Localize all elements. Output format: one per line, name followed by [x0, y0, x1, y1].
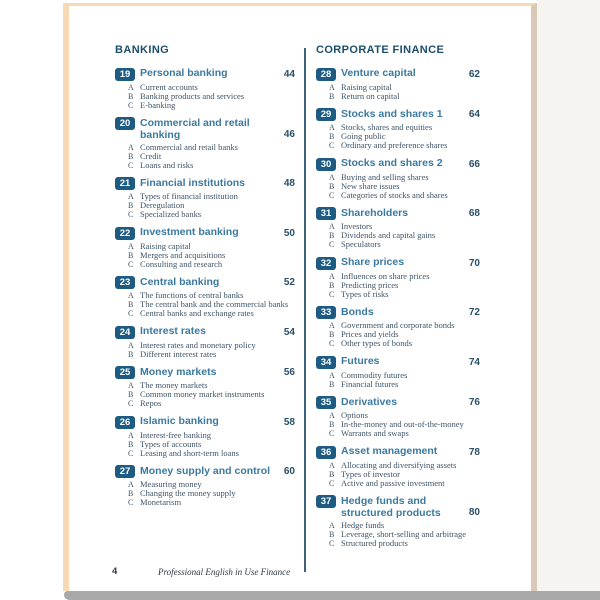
unit-number-badge: 32 — [316, 257, 336, 270]
unit-number-badge: 19 — [115, 68, 135, 81]
unit-subitem — [128, 101, 295, 110]
subitem-text: Other types of bonds — [341, 338, 413, 348]
subitem-letter: B — [128, 439, 134, 449]
toc-unit-head — [115, 67, 295, 81]
subitem-text: Warrants and swaps — [341, 428, 409, 438]
subitem-text: Commodity futures — [341, 369, 408, 380]
column-divider — [304, 48, 306, 572]
subitem-text: Raising capital — [341, 81, 392, 92]
subitem-letter: B — [329, 469, 335, 479]
unit-subitem-list — [115, 192, 295, 219]
subitem-text: Influences on share prices — [341, 270, 430, 281]
corporate-finance-column — [316, 44, 480, 555]
subitem-letter: C — [128, 100, 134, 110]
subitem-letter: A — [329, 460, 335, 470]
unit-number-badge: 22 — [115, 227, 135, 240]
subitem-text: Banking products and services — [140, 90, 245, 101]
toc-unit-head — [316, 495, 480, 519]
unit-subitem-list — [316, 272, 480, 299]
unit-subitem — [128, 210, 295, 219]
unit-subitem-list — [115, 431, 295, 458]
unit-subitem-list — [316, 411, 480, 438]
unit-subitem-list — [316, 83, 480, 101]
section-header: CORPORATE FINANCE — [316, 44, 445, 56]
subitem-letter: B — [329, 330, 335, 339]
subitem-text: Monetarism — [140, 497, 182, 507]
unit-title: Money supply and control — [140, 464, 271, 477]
unit-title: Investment banking — [140, 226, 239, 238]
unit-title: Commercial and retail banking — [140, 116, 250, 141]
subitem-letter: A — [128, 291, 134, 300]
subitem-text: Changing the money supply — [140, 488, 236, 498]
toc-unit — [316, 495, 480, 548]
unit-subitem-list — [115, 242, 295, 269]
unit-title: Asset management — [341, 445, 438, 457]
subitem-text: Leasing and short-term loans — [140, 447, 239, 458]
subitem-letter: A — [329, 370, 335, 380]
subitem-letter: C — [128, 448, 134, 458]
subitem-letter: A — [128, 192, 134, 201]
unit-number-badge: 21 — [115, 177, 135, 190]
section-header: BANKING — [115, 44, 170, 56]
unit-subitem-list — [316, 521, 480, 548]
toc-unit — [316, 355, 480, 389]
unit-subitem — [128, 350, 295, 359]
toc-unit — [316, 108, 480, 151]
unit-page-number: 78 — [468, 446, 480, 458]
toc-unit-head — [115, 325, 295, 339]
subitem-text: Speculators — [341, 239, 381, 249]
toc-unit — [316, 445, 480, 488]
unit-number-badge: 29 — [316, 108, 336, 121]
toc-unit — [115, 177, 295, 220]
subitem-letter: C — [329, 478, 335, 488]
unit-subitem — [329, 191, 480, 200]
subitem-text: Types of investor — [341, 468, 400, 479]
toc-unit — [115, 67, 295, 110]
subitem-letter: C — [128, 399, 134, 408]
subitem-letter: B — [329, 379, 335, 389]
subitem-text: Buying and selling shares — [341, 171, 429, 182]
unit-subitem — [329, 339, 480, 348]
subitem-text: Interest rates and monetary policy — [140, 339, 256, 350]
unit-subitem — [128, 309, 295, 318]
toc-unit-head — [115, 226, 295, 240]
subitem-text: Specialized banks — [140, 209, 202, 219]
toc-unit-head — [115, 117, 295, 141]
unit-number-badge: 25 — [115, 366, 135, 379]
subitem-text: Common money market instruments — [140, 389, 265, 399]
toc-unit-head — [316, 108, 480, 122]
unit-title: Personal banking — [140, 67, 228, 79]
subitem-letter: B — [128, 91, 134, 101]
subitem-text: Types of accounts — [140, 438, 202, 449]
subitem-letter: B — [329, 231, 335, 240]
subitem-letter: C — [128, 309, 134, 318]
banking-column — [115, 44, 295, 514]
unit-number-badge: 34 — [316, 356, 336, 369]
unit-subitem — [329, 240, 480, 249]
subitem-letter: A — [329, 222, 335, 231]
toc-unit — [115, 117, 295, 170]
unit-subitem — [128, 399, 295, 408]
subitem-text: Options — [341, 410, 368, 420]
unit-page-number: 62 — [468, 68, 480, 80]
unit-subitem — [329, 429, 480, 438]
toc-unit-head — [316, 396, 480, 410]
unit-page-number: 58 — [283, 416, 295, 428]
subitem-text: Repos — [140, 398, 162, 408]
subitem-text: Return on capital — [341, 90, 400, 101]
toc-unit-head — [316, 67, 480, 81]
subitem-letter: C — [329, 141, 335, 150]
unit-page-number: 74 — [468, 356, 480, 368]
book-title: Professional English in Use Finance — [158, 566, 291, 577]
subitem-letter: A — [128, 82, 134, 92]
subitem-letter: C — [329, 429, 335, 438]
toc-unit-head — [316, 355, 480, 369]
unit-title: Interest rates — [140, 325, 206, 337]
subitem-letter: C — [329, 538, 335, 548]
toc-unit-head — [316, 157, 480, 171]
unit-subitem — [329, 290, 480, 299]
subitem-letter: A — [128, 340, 134, 350]
unit-page-number: 44 — [283, 68, 295, 80]
subitem-text: Allocating and diversifying assets — [341, 459, 457, 470]
subitem-letter: B — [329, 420, 335, 429]
unit-subitem-list — [115, 381, 295, 408]
toc-unit — [115, 366, 295, 409]
toc-unit — [115, 325, 295, 359]
subitem-letter: B — [128, 390, 134, 399]
toc-unit-head — [115, 177, 295, 191]
subitem-text: Prices and yields — [341, 329, 399, 339]
subitem-letter: A — [329, 82, 335, 92]
subitem-text: Current accounts — [140, 81, 198, 92]
subitem-letter: B — [329, 280, 335, 290]
unit-subitem-list — [115, 480, 295, 507]
subitem-text: The functions of central banks — [140, 290, 244, 300]
subitem-letter: A — [329, 321, 335, 330]
subitem-text: Raising capital — [140, 240, 191, 251]
unit-number-badge: 24 — [115, 326, 135, 339]
toc-unit-head — [316, 445, 480, 459]
toc-unit — [115, 276, 295, 319]
subitem-text: Measuring money — [140, 479, 202, 489]
toc-unit-head — [115, 415, 295, 429]
subitem-text: Predicting prices — [341, 279, 399, 290]
toc-unit — [115, 465, 295, 508]
subitem-letter: B — [329, 132, 335, 141]
subitem-letter: A — [329, 271, 335, 281]
unit-number-badge: 27 — [115, 465, 135, 478]
toc-unit — [115, 226, 295, 269]
unit-title: Money markets — [140, 365, 217, 378]
subitem-text: Commercial and retail banks — [140, 141, 238, 152]
unit-page-number: 52 — [283, 277, 295, 288]
subitem-letter: C — [329, 190, 335, 200]
unit-number-badge: 20 — [115, 117, 135, 130]
toc-unit-head — [316, 306, 480, 320]
toc-unit — [316, 306, 480, 349]
toc-unit — [316, 157, 480, 200]
unit-title: Central banking — [140, 275, 220, 288]
unit-number-badge: 23 — [115, 276, 135, 289]
subitem-text: Going public — [341, 131, 386, 141]
unit-number-badge: 33 — [316, 306, 336, 319]
subitem-letter: B — [128, 201, 134, 210]
subitem-text: Consulting and research — [140, 258, 223, 269]
subitem-letter: A — [329, 520, 335, 530]
unit-title: Hedge funds and structured products — [341, 494, 441, 519]
unit-subitem — [128, 260, 295, 269]
subitem-letter: B — [128, 349, 134, 359]
subitem-text: Credit — [140, 150, 162, 161]
unit-subitem — [329, 539, 480, 548]
subitem-letter: C — [329, 240, 335, 249]
toc-unit-head — [115, 276, 295, 290]
unit-page-number: 66 — [468, 158, 480, 170]
subitem-text: New share issues — [341, 180, 400, 191]
unit-page-number: 48 — [283, 178, 295, 189]
unit-number-badge: 30 — [316, 158, 336, 171]
subitem-letter: B — [329, 529, 335, 539]
unit-page-number: 46 — [283, 128, 295, 140]
unit-title: Shareholders — [341, 206, 409, 219]
unit-title: Share prices — [341, 256, 405, 268]
unit-number-badge: 28 — [316, 68, 336, 81]
unit-subitem-list — [316, 222, 480, 249]
subitem-letter: B — [128, 250, 134, 260]
unit-subitem-list — [316, 123, 480, 150]
subitem-text: Central banks and exchange rates — [140, 308, 254, 318]
toc-unit — [316, 67, 480, 101]
subitem-letter: C — [128, 498, 134, 507]
unit-page-number: 56 — [283, 367, 295, 378]
toc-unit-head — [115, 465, 295, 479]
toc-unit — [316, 256, 480, 299]
subitem-letter: A — [128, 241, 134, 251]
subitem-letter: C — [329, 339, 335, 348]
unit-subitem — [128, 498, 295, 507]
toc-unit — [316, 207, 480, 250]
subitem-letter: B — [329, 181, 335, 191]
unit-subitem-list — [316, 321, 480, 348]
subitem-letter: C — [128, 160, 134, 170]
subitem-text: Dividends and capital gains — [341, 230, 436, 240]
unit-title: Stocks and shares 2 — [341, 157, 443, 169]
subitem-text: Hedge funds — [341, 519, 385, 530]
subitem-text: The money markets — [140, 380, 208, 390]
subitem-text: Types of risks — [341, 288, 389, 299]
subitem-text: The central bank and the commercial banks — [140, 299, 289, 309]
unit-page-number: 60 — [283, 466, 295, 477]
unit-number-badge: 31 — [316, 207, 336, 220]
unit-title: Futures — [341, 355, 380, 367]
subitem-letter: A — [128, 480, 134, 489]
unit-number-badge: 35 — [316, 396, 336, 409]
subitem-text: Government and corporate bonds — [341, 320, 455, 330]
unit-subitem-list — [115, 341, 295, 359]
subitem-text: Structured products — [341, 537, 408, 548]
subitem-text: Stocks, shares and equities — [341, 122, 433, 132]
unit-subitem — [329, 92, 480, 101]
subitem-letter: B — [128, 151, 134, 161]
book-page — [63, 3, 537, 591]
subitem-letter: A — [128, 142, 134, 152]
subitem-letter: A — [329, 411, 335, 420]
unit-subitem-list — [316, 371, 480, 389]
subitem-text: Leverage, short-selling and arbitrage — [341, 528, 467, 539]
unit-page-number: 70 — [468, 257, 480, 269]
unit-title: Bonds — [341, 305, 374, 318]
unit-subitem-list — [115, 83, 295, 110]
subitem-text: Mergers and acquisitions — [140, 249, 226, 260]
unit-title: Stocks and shares 1 — [341, 107, 443, 120]
subitem-letter: B — [128, 489, 134, 498]
subitem-letter: C — [329, 289, 335, 299]
toc-unit — [115, 415, 295, 458]
toc-unit-head — [115, 366, 295, 380]
subitem-letter: C — [128, 210, 134, 219]
unit-number-badge: 26 — [115, 416, 135, 429]
unit-title: Derivatives — [341, 395, 398, 408]
subitem-text: Loans and risks — [140, 159, 194, 170]
subitem-text: Types of financial institution — [140, 191, 238, 201]
unit-title: Islamic banking — [140, 415, 219, 427]
unit-subitem — [329, 380, 480, 389]
unit-page-number: 76 — [468, 397, 480, 408]
unit-number-badge: 36 — [316, 446, 336, 459]
unit-subitem-list — [115, 143, 295, 170]
subitem-text: Financial futures — [341, 378, 399, 389]
page-number: 4 — [112, 566, 118, 577]
subitem-text: In-the-money and out-of-the-money — [341, 419, 464, 429]
unit-subitem — [329, 479, 480, 488]
unit-page-number: 54 — [283, 326, 295, 338]
unit-page-number: 80 — [468, 506, 480, 518]
subitem-text: Different interest rates — [140, 348, 217, 359]
subitem-letter: C — [128, 259, 134, 269]
unit-page-number: 72 — [468, 307, 480, 318]
page-bottom-edge — [64, 591, 600, 600]
subitem-letter: A — [329, 172, 335, 182]
unit-subitem — [128, 449, 295, 458]
subitem-text: Investors — [341, 221, 373, 231]
unit-page-number: 64 — [468, 109, 480, 120]
unit-page-number: 68 — [468, 208, 480, 219]
toc-unit-head — [316, 207, 480, 221]
unit-title: Venture capital — [341, 67, 416, 79]
subitem-letter: B — [128, 300, 134, 309]
subitem-text: E-banking — [140, 99, 176, 110]
scan-right-shade — [537, 0, 600, 600]
subitem-text: Categories of stocks and shares — [341, 189, 448, 200]
subitem-text: Deregulation — [140, 200, 185, 210]
unit-subitem-list — [316, 173, 480, 200]
toc-unit-head — [316, 256, 480, 270]
subitem-text: Ordinary and preference shares — [341, 140, 448, 150]
subitem-letter: A — [128, 430, 134, 440]
subitem-text: Interest-free banking — [140, 429, 212, 440]
unit-subitem-list — [316, 461, 480, 488]
unit-subitem — [128, 161, 295, 170]
unit-subitem — [329, 141, 480, 150]
subitem-letter: A — [329, 123, 335, 132]
unit-number-badge: 37 — [316, 495, 336, 508]
subitem-text: Active and passive investment — [341, 477, 445, 488]
subitem-letter: A — [128, 381, 134, 390]
subitem-letter: B — [329, 91, 335, 101]
unit-page-number: 50 — [283, 227, 295, 239]
unit-subitem-list — [115, 291, 295, 318]
toc-unit — [316, 396, 480, 439]
unit-title: Financial institutions — [140, 176, 246, 189]
